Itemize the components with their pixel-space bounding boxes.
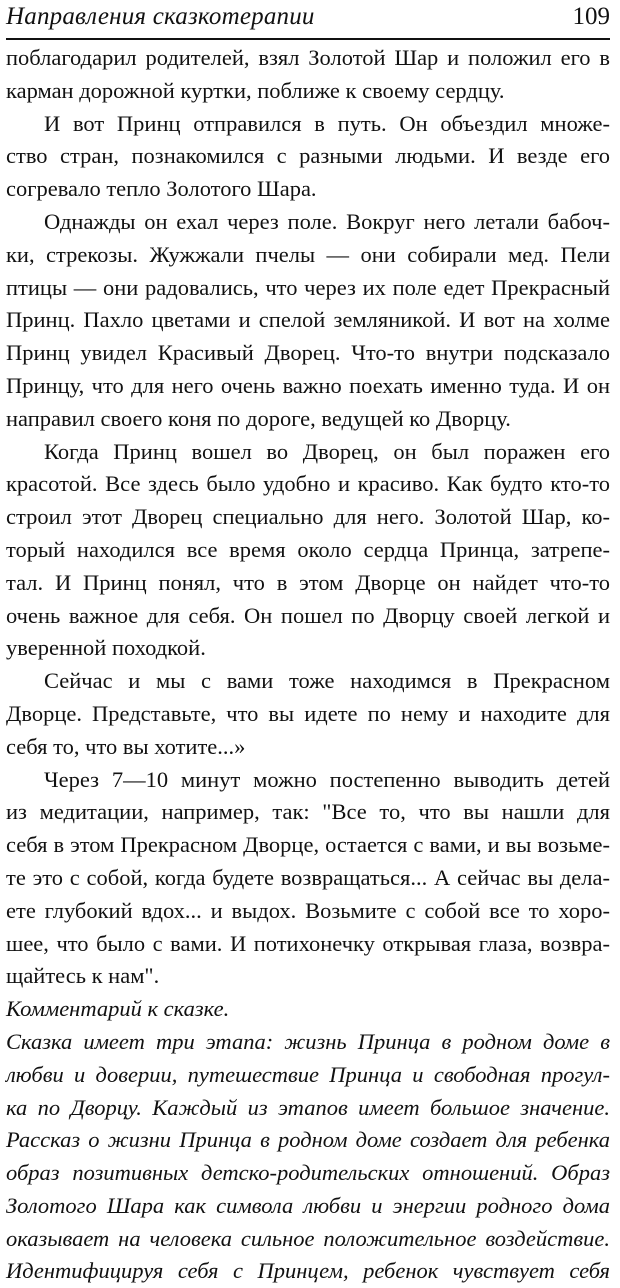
text-line: Принц. Пахло цветами и спелой земляникой. И вот на холме	[6, 307, 610, 333]
text-line: направил своего коня по дороге, ведущей ко Дворцу.	[6, 405, 511, 431]
commentary-line: ка по Дворцу. Каждый из этапов имеет большое значение.	[6, 1094, 610, 1120]
body-text	[6, 42, 610, 1288]
text-line: тал. И Принц понял, что в этом Дворце он найдет что-то	[6, 569, 610, 595]
commentary-line: Золотого Шара как символа любви и энергии родного дома	[6, 1192, 610, 1218]
text-line: щайтесь к нам".	[6, 963, 160, 989]
text-line: Принц увидел Красивый Дворец. Что-то внутри подсказало	[6, 340, 610, 366]
commentary-line: оказывает на человека сильное положительное воздействие.	[6, 1225, 610, 1251]
text-line: очень важное для себя. Он пошел по Дворцу своей легкой и	[6, 602, 610, 628]
text-line: Однажды он ехал через поле. Вокруг него летали бабоч-	[44, 208, 610, 234]
text-line: ство стран, познакомился с разными людьми. И везде его	[6, 143, 610, 169]
text-line: торый находился все время около сердца Принца, затрепе-	[6, 536, 610, 562]
text-line: уверенной походкой.	[6, 635, 206, 661]
text-line: строил этот Дворец специально для него. Золотой Шар, ко-	[6, 504, 610, 530]
text-line: Принцу, что для него очень важно поехать именно туда. И он	[6, 372, 610, 398]
text-line: поблагодарил родителей, взял Золотой Шар и положил его в	[6, 45, 610, 70]
text-line: карман дорожной куртки, поближе к своему сердцу.	[6, 77, 505, 103]
text-line: Сейчас и мы с вами тоже находимся в Прекрасном	[44, 668, 610, 694]
running-title: Направления сказкотерапии	[6, 3, 315, 30]
page-header	[6, 0, 610, 40]
text-line: те это с собой, когда будете возвращаться... А сейчас вы дела-	[6, 864, 610, 890]
commentary-line: Рассказ о жизни Принца в родном доме создает для ребенка	[6, 1127, 610, 1153]
commentary-line: Сказка имеет три этапа: жизнь Принца в родном доме в	[6, 1028, 610, 1054]
text-line: из медитации, например, так: "Все то, что вы нашли для	[6, 799, 610, 825]
text-line: согревало тепло Золотого Шара.	[6, 176, 317, 202]
text-line: птицы — они радовались, что через их поле едет Прекрасный	[6, 274, 610, 300]
text-line: И вот Принц отправился в путь. Он объездил множе-	[44, 110, 610, 136]
text-line: Через 7—10 минут можно постепенно выводить детей	[44, 766, 610, 792]
page-number: 109	[572, 3, 610, 30]
text-line: ете глубокий вдох... и выдох. Возьмите с собой все то хоро-	[6, 897, 610, 923]
commentary-line: Идентифицируя себя с Принцем, ребенок чувствует себя	[6, 1258, 610, 1284]
text-line: себя в этом Прекрасном Дворце, остается с вами, и вы возьме-	[6, 832, 610, 858]
text-line: ки, стрекозы. Жужжали пчелы — они собирали мед. Пели	[6, 241, 610, 267]
commentary-line: любви и доверии, путешествие Принца и свободная прогул-	[6, 1061, 610, 1087]
text-line: Когда Принц вошел во Дворец, он был поражен его	[44, 438, 610, 464]
text-line: себя то, что вы хотите...»	[6, 733, 246, 759]
commentary-line: Комментарий к сказке.	[6, 996, 230, 1022]
commentary-line: образ позитивных детско-родительских отношений. Образ	[6, 1160, 610, 1186]
text-line: красотой. Все здесь было удобно и красиво. Как будто кто-то	[6, 471, 610, 497]
text-line: шее, что было с вами. И потихонечку открывая глаза, возвра-	[6, 930, 610, 956]
text-line: Дворце. Представьте, что вы идете по нему и находите для	[6, 700, 610, 726]
